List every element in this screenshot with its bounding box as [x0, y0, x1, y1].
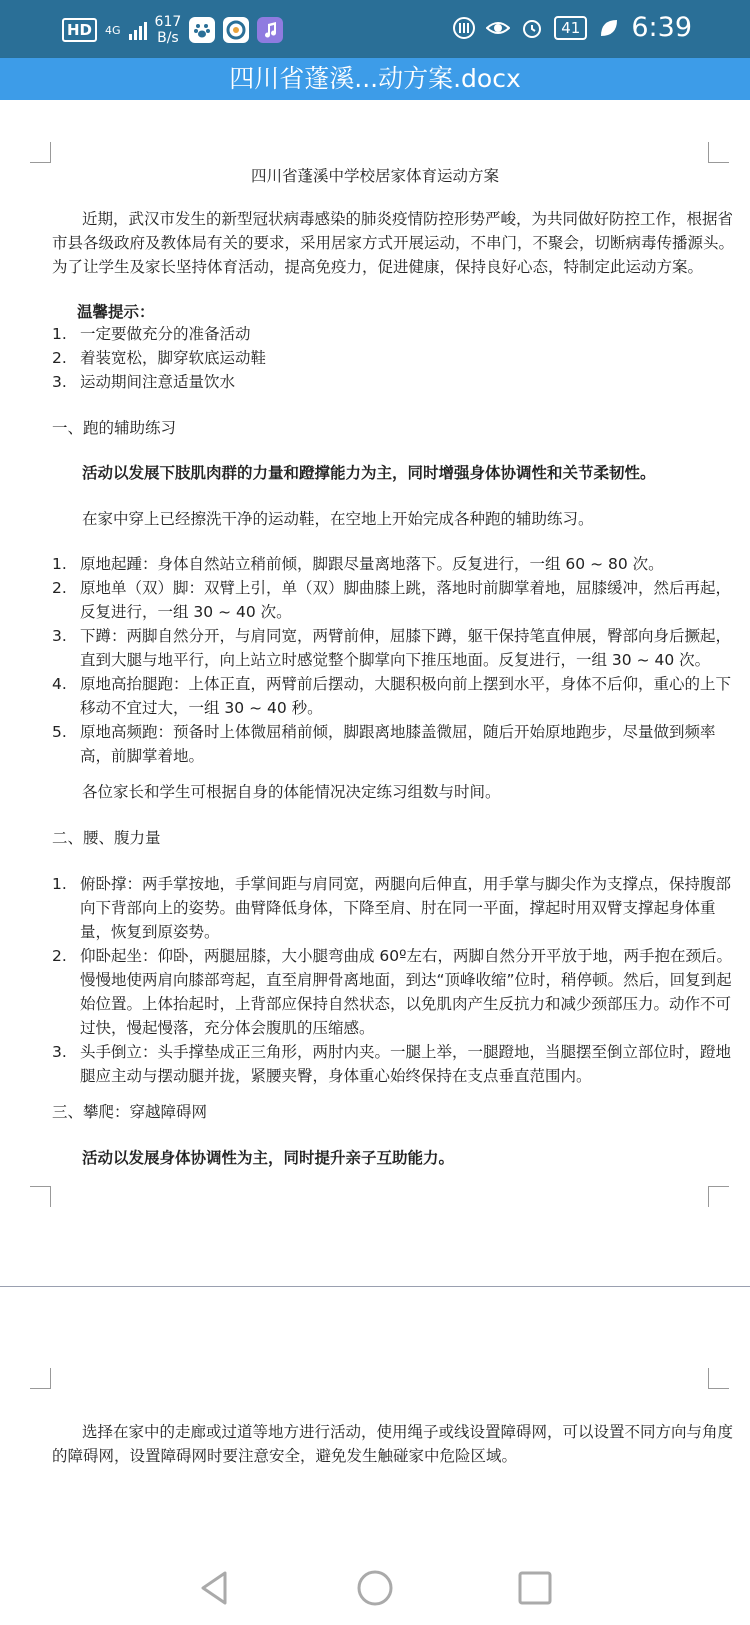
page-corner-mark — [708, 1368, 729, 1389]
status-right — [452, 12, 692, 43]
page2-paragraph: 选择在家中的走廊或过道等地方进行活动，使用绳子或线设置障碍网，可以设置不同方向与角度的障碍网，设置障碍网时要注意安全，避免发生触碰家中危险区域。 — [52, 1423, 734, 1465]
page-corner-mark — [30, 1186, 51, 1207]
exercise-text: 原地起踵：身体自然站立稍前倾，脚跟尽量离地落下。反复进行，一组 60 ~ 80 次。 — [80, 555, 664, 573]
section1-heading: 一、跑的辅助练习 — [52, 419, 177, 437]
network-speed — [155, 14, 182, 46]
exercise-number: 1. — [52, 875, 67, 893]
page-corner-mark — [708, 1186, 729, 1207]
section1-intro: 在家中穿上已经擦洗干净的运动鞋，在空地上开始完成各种跑的辅助练习。 — [82, 510, 594, 528]
browser-app-icon — [223, 17, 249, 43]
page-break — [0, 1286, 750, 1287]
tip-text: 运动期间注意适量饮水 — [80, 373, 236, 391]
tip-number: 1. — [52, 325, 67, 343]
document-heading: 四川省蓬溪中学校居家体育运动方案 — [250, 167, 499, 185]
music-app-icon — [257, 17, 283, 43]
baidu-app-icon — [189, 17, 215, 43]
exercise-number: 1. — [52, 555, 67, 573]
document-viewer[interactable] — [0, 100, 750, 1550]
exercise-text: 俯卧撑：两手掌按地，手掌间距与肩同宽，两腿向后伸直，用手掌与脚尖作为支撑点，保持腹部向下背部向上的姿势。曲臂降低身体，下降至肩、肘在同一平面，撑起时用双臂支撑起身体重量，恢复到原姿势。 — [80, 875, 732, 941]
page-corner-mark — [30, 142, 51, 163]
leaf-icon — [597, 16, 621, 40]
document-title-bar: 四川省蓬溪...动方案.docx — [0, 58, 750, 100]
section3-heading: 三、攀爬：穿越障碍网 — [52, 1103, 208, 1121]
battery-indicator: 41 — [554, 16, 587, 40]
signal-icon — [129, 20, 147, 40]
exercise-text: 原地高抬腿跑：上体正直，两臂前后摆动，大腿积极向前上摆到水平，身体不后仰，重心的上下移动不宜过大，一组 30 ~ 40 秒。 — [80, 675, 732, 717]
exercise-text: 仰卧起坐：仰卧，两腿屈膝，大小腿弯曲成 60º左右，两脚自然分开平放于地，两手抱在颈后。慢慢地使两肩向膝部弯起，直至肩胛骨离地面，到达“顶峰收缩”位时，稍停顿。然后，回复到起始位置。上体抬起时，上背部应保持自然状态，以免肌肉产生反抗力和减少颈部压力。动作不可过快，慢起慢落，充分体会腹肌的压缩感。 — [80, 947, 732, 1037]
tip-number: 3. — [52, 373, 67, 391]
tip-text: 着装宽松，脚穿软底运动鞋 — [80, 349, 267, 367]
clock: 6:39 — [631, 12, 692, 43]
exercise-text: 原地单（双）脚：双臂上引，单（双）脚曲膝上跳，落地时前脚掌着地，屈膝缓冲，然后再起，反复进行，一组 30 ~ 40 次。 — [80, 579, 732, 621]
hd-badge: HD — [62, 18, 97, 42]
tips-heading: 温馨提示： — [77, 303, 155, 321]
exercise-number: 4. — [52, 675, 67, 693]
exercise-text: 下蹲：两脚自然分开，与肩同宽，两臂前伸，屈膝下蹲，躯干保持笔直伸展，臀部向身后撅起，直到大腿与地平行，向上站立时感觉整个脚掌向下推压地面。反复进行，一组 30 ~ 40 次。 — [80, 627, 732, 669]
exercise-number: 5. — [52, 723, 67, 741]
speed-value: 617 — [154, 14, 182, 30]
section2-heading: 二、腰、腹力量 — [52, 829, 161, 847]
exercise-number: 2. — [52, 579, 67, 597]
alarm-icon — [520, 16, 544, 40]
nfc-icon — [452, 16, 476, 40]
section3-goal: 活动以发展身体协调性为主，同时提升亲子互助能力。 — [82, 1149, 455, 1167]
speed-unit: B/s — [157, 30, 179, 46]
page-corner-mark — [30, 1368, 51, 1389]
exercise-text: 原地高频跑：预备时上体微屈稍前倾，脚跟离地膝盖微屈，随后开始原地跑步，尽量做到频率高，前脚掌着地。 — [80, 723, 716, 765]
home-button[interactable] — [355, 1568, 395, 1608]
exercise-number: 3. — [52, 627, 67, 645]
navigation-bar — [0, 1550, 750, 1625]
section1-note: 各位家长和学生可根据自身的体能情况决定练习组数与时间。 — [82, 783, 501, 801]
tip-number: 2. — [52, 349, 67, 367]
exercise-number: 2. — [52, 947, 67, 965]
recents-button[interactable] — [515, 1568, 555, 1608]
tip-text: 一定要做充分的准备活动 — [80, 325, 251, 343]
status-left — [62, 14, 283, 46]
eye-icon — [486, 16, 510, 40]
exercise-text: 头手倒立：头手撑垫成正三角形，两肘内夹。一腿上举，一腿蹬地，当腿摆至倒立部位时，蹬地腿应主动与摆动腿并拢，紧腰夹臀，身体重心始终保持在支点垂直范围内。 — [80, 1043, 732, 1085]
network-type: 4G — [105, 23, 121, 37]
page-corner-mark — [708, 142, 729, 163]
exercise-number: 3. — [52, 1043, 67, 1061]
intro-paragraph: 近期，武汉市发生的新型冠状病毒感染的肺炎疫情防控形势严峻，为共同做好防控工作，根据省市县各级政府及教体局有关的要求，采用居家方式开展运动，不串门，不聚会，切断病毒传播源头。为了让学生及家长坚持体育活动，提高免疫力，促进健康，保持良好心态，特制定此运动方案。 — [52, 210, 735, 276]
section1-goal: 活动以发展下肢肌肉群的力量和蹬撑能力为主，同时增强身体协调性和关节柔韧性。 — [82, 464, 656, 482]
status-bar — [0, 0, 750, 58]
back-button[interactable] — [195, 1568, 235, 1608]
